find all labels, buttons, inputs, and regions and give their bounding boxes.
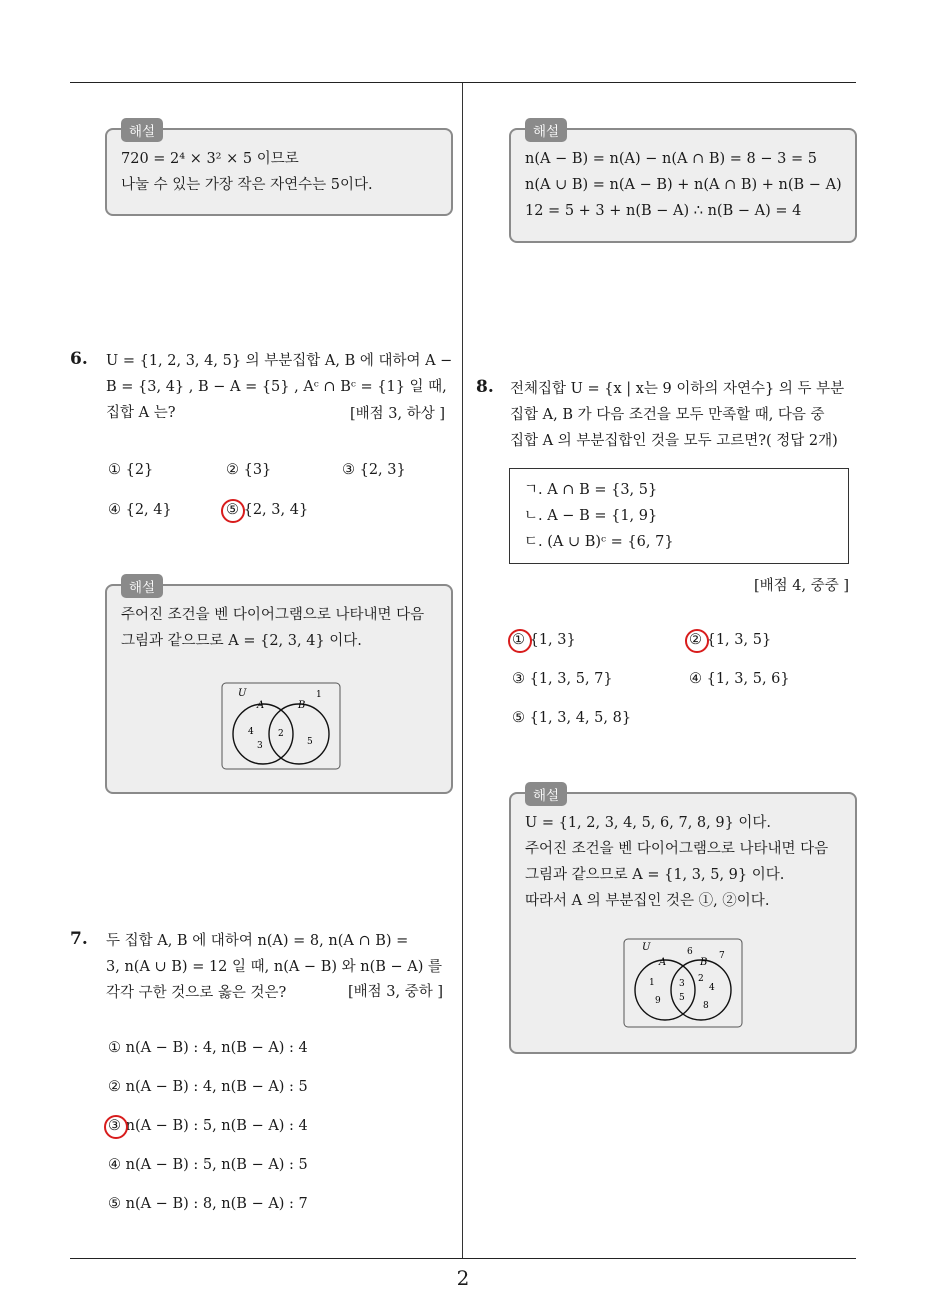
question-line: 전체집합 U = {x | x는 9 이하의 자연수} 의 두 부분	[510, 381, 845, 397]
explanation-line: 그림과 같으므로 A = {1, 3, 5, 9} 이다.	[525, 867, 785, 883]
answer-mark-icon	[221, 499, 245, 523]
column-divider	[462, 83, 463, 1258]
top-rule	[70, 82, 856, 83]
q8-choice-1[interactable]: ① {1, 3}	[512, 632, 576, 648]
question-line: 두 집합 A, B 에 대하여 n(A) = 8, n(A ∩ B) =	[106, 933, 409, 949]
condition-item: ㄴ. A − B = {1, 9}	[524, 508, 658, 524]
answer-mark-icon	[104, 1115, 128, 1139]
venn-set-a-label: A	[257, 700, 265, 711]
venn-element: 5	[307, 737, 313, 747]
question-line: 각각 구한 것으로 옳은 것은?	[106, 985, 287, 1001]
condition-item: ㄱ. A ∩ B = {3, 5}	[524, 482, 658, 498]
venn-element: 8	[703, 1001, 709, 1011]
q6-choice-4[interactable]: ④ {2, 4}	[108, 502, 172, 518]
explanation-line: 주어진 조건을 벤 다이어그램으로 나타내면 다음	[121, 607, 425, 623]
q7-choice-5[interactable]: ⑤ n(A − B) : 8, n(B − A) : 7	[108, 1196, 308, 1212]
explanation-line: 그림과 같으므로 A = {2, 3, 4} 이다.	[121, 633, 362, 649]
page-number: 2	[456, 1266, 470, 1290]
venn-element: 2	[698, 974, 704, 984]
question-8-score: [배점 4, 중중 ]	[754, 578, 850, 594]
q7-choice-2[interactable]: ② n(A − B) : 4, n(B − A) : 5	[108, 1079, 308, 1095]
explanation-line: U = {1, 2, 3, 4, 5, 6, 7, 8, 9} 이다.	[525, 815, 772, 831]
explanation-tag: 해설	[525, 118, 567, 142]
explanation-box-prev-right	[509, 124, 857, 243]
q8-choice-4[interactable]: ④ {1, 3, 5, 6}	[689, 671, 790, 687]
venn-universe-label: U	[642, 942, 651, 953]
question-6-number: 6.	[70, 349, 88, 369]
q7-choice-3[interactable]: ③ n(A − B) : 5, n(B − A) : 4	[108, 1118, 308, 1134]
explanation-tag: 해설	[121, 118, 163, 142]
explanation-line: 12 = 5 + 3 + n(B − A) ∴ n(B − A) = 4	[525, 203, 802, 219]
venn-element: 9	[655, 996, 661, 1006]
q6-choice-5[interactable]: ⑤ {2, 3, 4}	[226, 502, 309, 518]
explanation-line: 따라서 A 의 부분집인 것은 ①, ②이다.	[525, 893, 770, 909]
question-8-text	[510, 376, 860, 454]
venn-element: 3	[257, 741, 263, 751]
q8-choice-3[interactable]: ③ {1, 3, 5, 7}	[512, 671, 613, 687]
q6-choice-3[interactable]: ③ {2, 3}	[342, 462, 406, 478]
explanation-line: 나눌 수 있는 가장 작은 자연수는 5이다.	[121, 177, 373, 193]
venn-set-a-label: A	[659, 957, 667, 968]
venn-element: 2	[278, 729, 284, 739]
venn-element: 1	[649, 978, 655, 988]
q8-choice-2[interactable]: ② {1, 3, 5}	[689, 632, 772, 648]
venn-element: 7	[719, 951, 725, 961]
explanation-tag: 해설	[121, 574, 163, 598]
explanation-box-prev-left	[105, 124, 453, 216]
bottom-rule	[70, 1258, 856, 1259]
question-line: 3, n(A ∪ B) = 12 일 때, n(A − B) 와 n(B − A) 를	[106, 959, 442, 975]
explanation-box-q6	[105, 580, 453, 794]
venn-diagram-q6	[221, 682, 343, 772]
explanation-line: 720 = 2⁴ × 3² × 5 이므로	[121, 151, 299, 167]
venn-diagram-q8	[623, 938, 745, 1030]
venn-set-b-label: B	[298, 700, 306, 711]
venn-element: 3	[679, 979, 685, 989]
explanation-box-q8	[509, 788, 857, 1054]
q6-choice-2[interactable]: ② {3}	[226, 462, 272, 478]
q7-choice-4[interactable]: ④ n(A − B) : 5, n(B − A) : 5	[108, 1157, 308, 1173]
question-line: 집합 A 는?	[106, 405, 176, 421]
venn-element: 6	[687, 947, 693, 957]
condition-item: ㄷ. (A ∪ B)ᶜ = {6, 7}	[524, 534, 674, 550]
question-7-number: 7.	[70, 929, 88, 949]
question-line: U = {1, 2, 3, 4, 5} 의 부분집합 A, B 에 대하여 A −	[106, 353, 453, 369]
q6-choice-1[interactable]: ① {2}	[108, 462, 154, 478]
question-7-score: [배점 3, 중하 ]	[348, 984, 444, 1000]
venn-universe-label: U	[238, 688, 247, 699]
answer-mark-icon	[685, 629, 709, 653]
venn-element: 1	[316, 690, 322, 700]
explanation-line: n(A − B) = n(A) − n(A ∩ B) = 8 − 3 = 5	[525, 151, 817, 167]
explanation-line: n(A ∪ B) = n(A − B) + n(A ∩ B) + n(B − A)	[525, 177, 842, 193]
question-line: 집합 A, B 가 다음 조건을 모두 만족할 때, 다음 중	[510, 407, 825, 423]
venn-element: 5	[679, 993, 685, 1003]
venn-element: 4	[248, 727, 254, 737]
explanation-line: 주어진 조건을 벤 다이어그램으로 나타내면 다음	[525, 841, 829, 857]
venn-set-b-label: B	[700, 957, 708, 968]
venn-element: 4	[709, 983, 715, 993]
question-6-score: [배점 3, 하상 ]	[350, 406, 446, 422]
conditions-box	[509, 468, 849, 564]
question-line: B = {3, 4} , B − A = {5} , Aᶜ ∩ Bᶜ = {1} 일 때,	[106, 379, 447, 395]
explanation-tag: 해설	[525, 782, 567, 806]
question-8-number: 8.	[476, 377, 494, 397]
question-line: 집합 A 의 부분집합인 것을 모두 고르면?( 정답 2개)	[510, 433, 838, 449]
answer-mark-icon	[508, 629, 532, 653]
q7-choice-1[interactable]: ① n(A − B) : 4, n(B − A) : 4	[108, 1040, 308, 1056]
q8-choice-5[interactable]: ⑤ {1, 3, 4, 5, 8}	[512, 710, 632, 726]
